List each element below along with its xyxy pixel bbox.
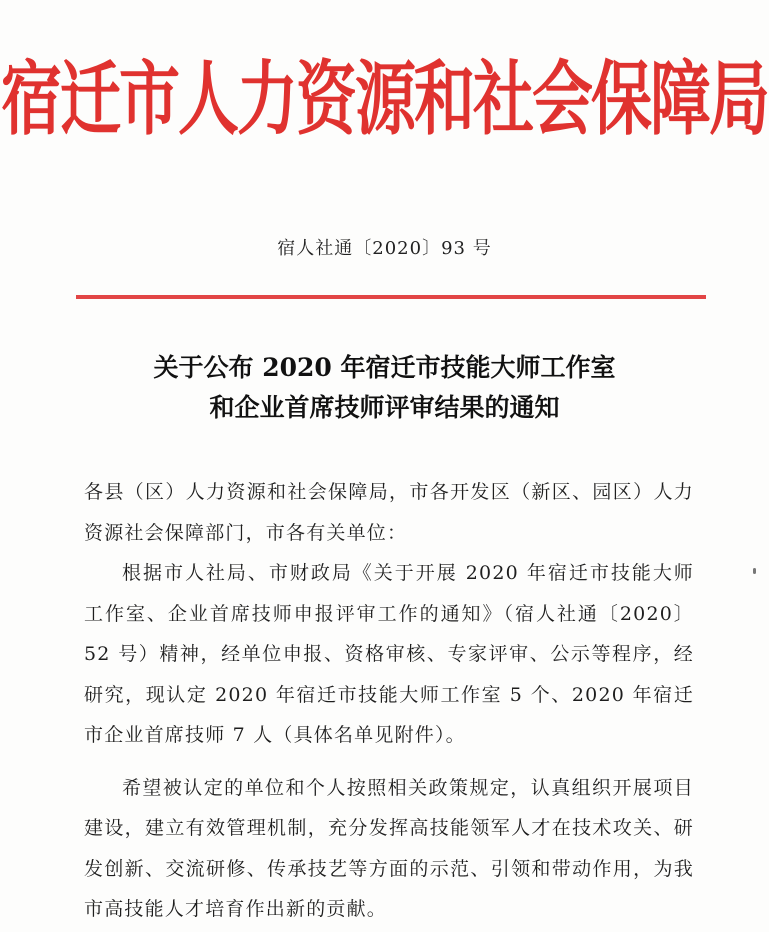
document-number: 宿人社通〔2020〕93 号 (277, 238, 492, 259)
red-divider-rule (76, 295, 706, 299)
scan-speck (753, 568, 756, 574)
body-paragraph-2: 希望被认定的单位和个人按照相关政策规定，认真组织开展项目建设，建立有效管理机制，充分发挥高技能领军人才在技术攻关、研发创新、交流研修、传承技艺等方面的示范、引领和带动作用，为我市高技能人才培育作出新的贡献。 (84, 776, 694, 920)
letterhead-title: 宿迁市人力资源和社会保障局 (0, 53, 768, 148)
body-paragraph-1: 根据市人社局、市财政局《关于开展 2020 年宿迁市技能大师工作室、企业首席技师申报评审工作的通知》（宿人社通〔2020〕52 号）精神，经单位申报、资格审核、专家评审、公示等程序，经研究，现认定 2020 年宿迁市技能大师工作室 5 个、2020 年宿迁市企业首席技师 7 人（具体名单见附件）。 (84, 562, 694, 746)
title-line-1: 关于公布 2020 年宿迁市技能大师工作室 (153, 353, 616, 382)
document-title (0, 348, 769, 428)
document-body (84, 472, 694, 930)
title-line-2: 和企业首席技师评审结果的通知 (209, 393, 560, 422)
salutation: 各县（区）人力资源和社会保障局，市各开发区（新区、园区）人力资源社会保障部门，市各有关单位： (84, 481, 694, 544)
